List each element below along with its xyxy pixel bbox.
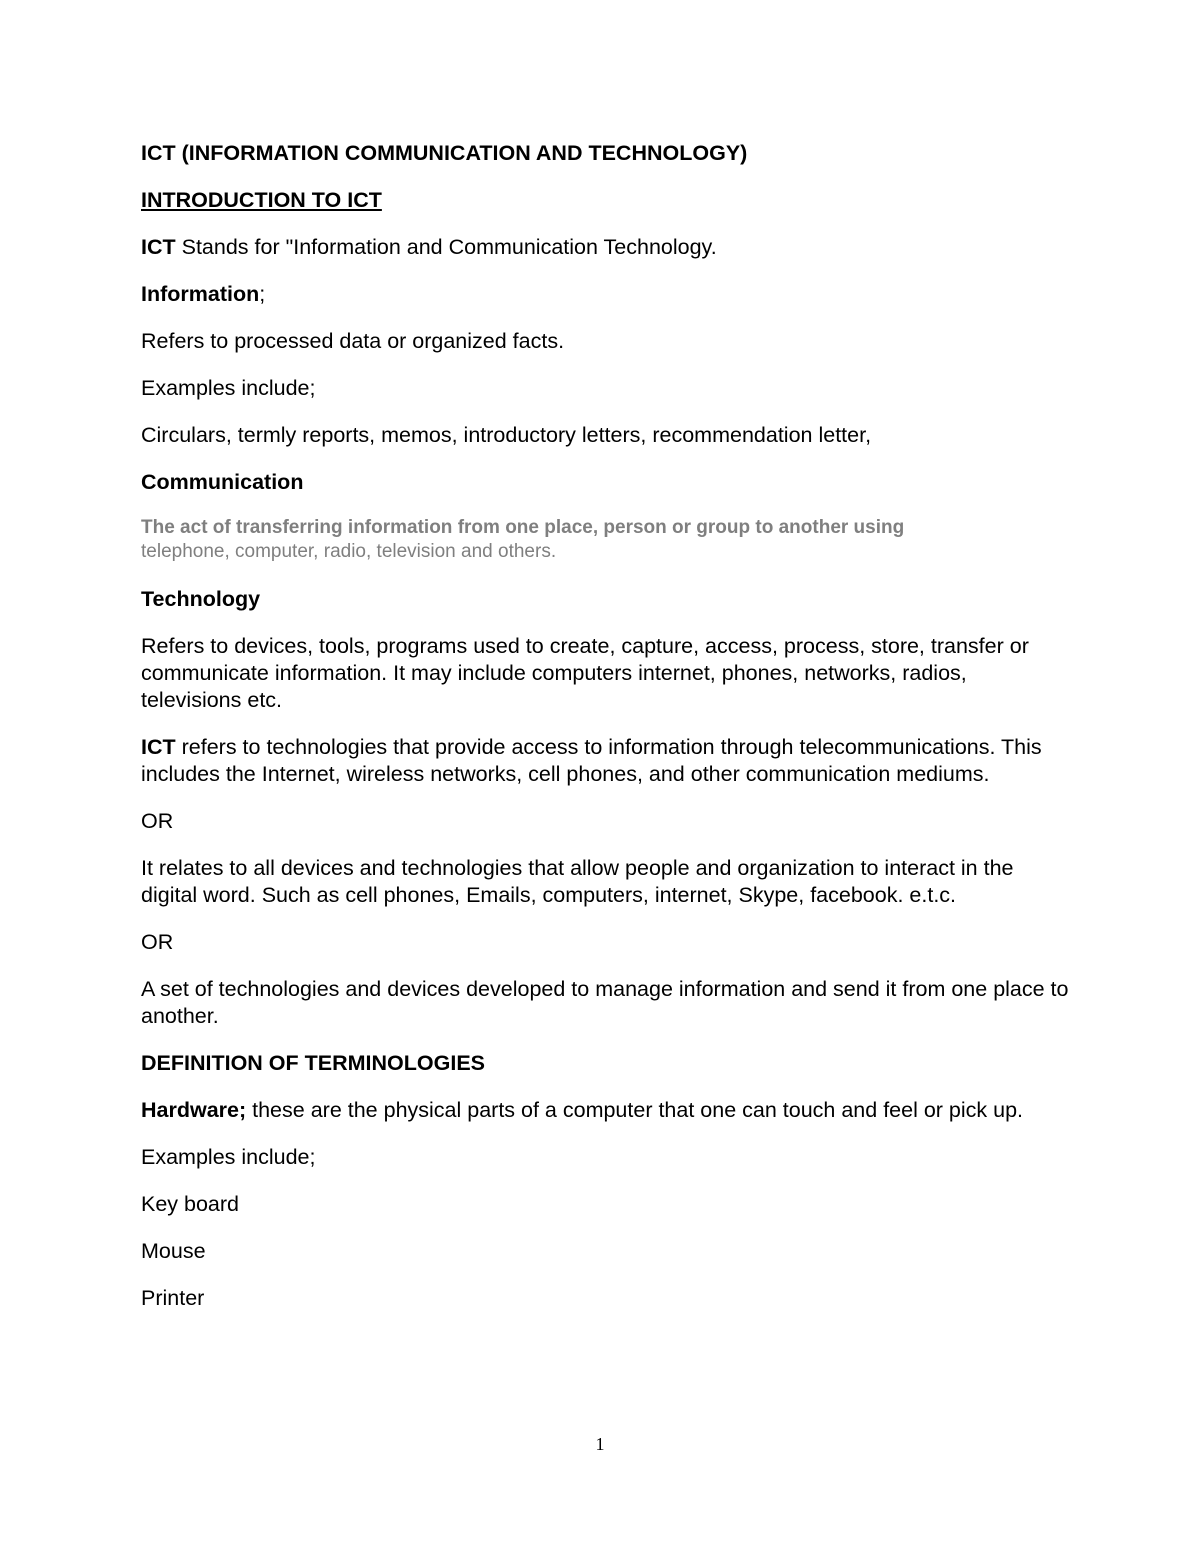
page-number: 1 (595, 1434, 605, 1454)
hardware-examples-label: Examples include; (141, 1145, 316, 1169)
ict-definition (141, 234, 1071, 261)
communication-definition (141, 516, 1071, 564)
document-title: ICT (INFORMATION COMMUNICATION AND TECHNOLOGY) (141, 141, 748, 165)
ict-term: ICT (141, 235, 176, 259)
set-of-paragraph: A set of technologies and devices developed to manage information and send it from one place to another. (141, 977, 1069, 1028)
communication-definition-rest: telephone, computer, radio, television and others. (141, 541, 557, 562)
or-separator-2: OR (141, 930, 174, 954)
technology-definition: Refers to devices, tools, programs used to create, capture, access, process, store, transfer or communicate information. It may include computers internet, phones, networks, radios, televisions etc. (141, 634, 1029, 712)
technology-heading: Technology (141, 587, 261, 611)
communication-definition-bold: The act of transferring information from one place, person or group to another using (141, 517, 905, 538)
information-examples-label: Examples include; (141, 376, 316, 400)
ict-refers-paragraph (141, 734, 1071, 788)
ict-refers-term: ICT (141, 735, 176, 759)
information-term-suffix: ; (259, 282, 266, 306)
list-item-mouse: Mouse (141, 1239, 206, 1263)
relates-paragraph: It relates to all devices and technologies that allow people and organization to interact in the digital word. Such as cell phones, Emails, computers, internet, Skype, facebook. e.t.c. (141, 856, 1014, 907)
ict-definition-text: Stands for "Information and Communication Technology. (175, 235, 717, 259)
section-heading-terminologies: DEFINITION OF TERMINOLOGIES (141, 1051, 485, 1075)
hardware-term: Hardware; (141, 1098, 247, 1122)
document-body (141, 140, 1071, 1332)
hardware-definition-text: these are the physical parts of a computer that one can touch and feel or pick up. (246, 1098, 1024, 1122)
list-item-printer: Printer (141, 1286, 205, 1310)
list-item-keyboard: Key board (141, 1192, 240, 1216)
ict-refers-text: refers to technologies that provide access to information through telecommunications. This includes the Internet, wireless networks, cell phones, and other communication mediums. (141, 735, 1042, 786)
information-term: Information (141, 282, 260, 306)
information-heading (141, 281, 1071, 308)
information-examples: Circulars, termly reports, memos, introductory letters, recommendation letter, (141, 423, 872, 447)
hardware-definition (141, 1097, 1071, 1124)
or-separator-1: OR (141, 809, 174, 833)
section-heading-introduction: INTRODUCTION TO ICT (141, 188, 382, 212)
communication-heading: Communication (141, 470, 304, 494)
information-definition: Refers to processed data or organized facts. (141, 329, 565, 353)
